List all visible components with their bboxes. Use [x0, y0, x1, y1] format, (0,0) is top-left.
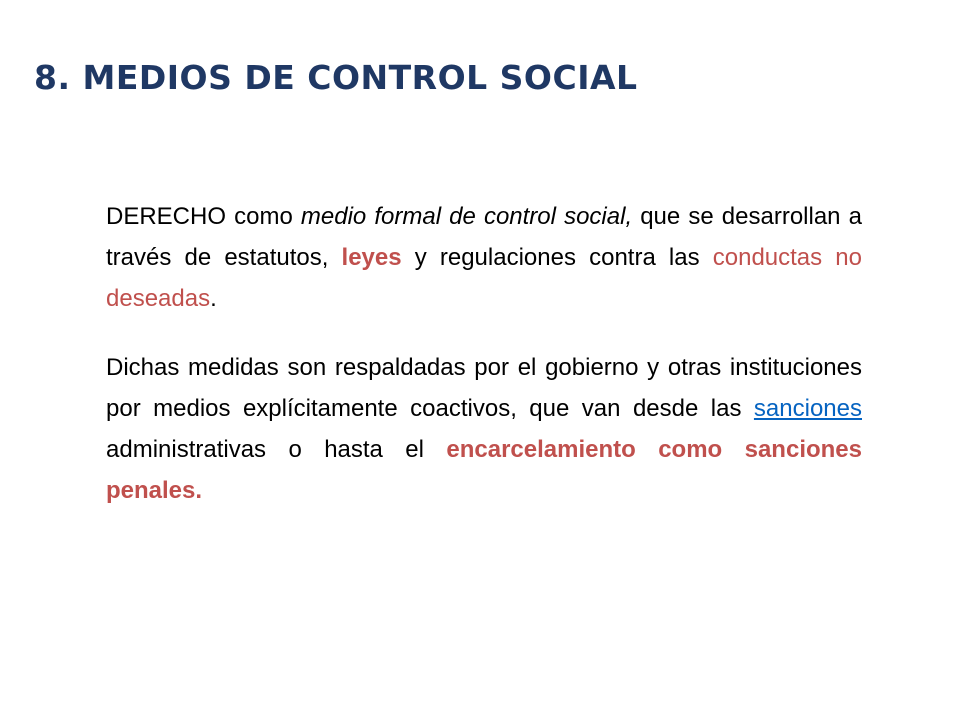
link-sanciones[interactable]: sanciones: [753, 395, 862, 422]
text-estatutos: que se desarrollan a través de estatutos,: [106, 203, 862, 271]
text-conductas-highlight: conductas no deseadas: [106, 244, 862, 312]
text-medio-formal: medio formal de control social,: [300, 203, 633, 230]
paragraph-derecho: [106, 196, 862, 319]
text-medidas-intro: Dichas medidas son respaldadas por el gobierno y otras instituciones por medios explícitamente coactivos, que van desde las: [106, 354, 862, 422]
text-regulaciones: y regulaciones contra las: [401, 244, 713, 271]
text-encarcelamiento-highlight: encarcelamiento como sanciones penales.: [106, 436, 863, 504]
text-administrativas: administrativas o hasta el: [106, 436, 447, 463]
text-derecho-intro: DERECHO como: [106, 203, 301, 230]
slide-title: 8. MEDIOS DE CONTROL SOCIAL: [34, 58, 638, 97]
paragraph-medidas: [106, 347, 862, 511]
text-period: .: [210, 285, 217, 312]
text-leyes-highlight: leyes: [341, 244, 402, 271]
slide-body: [106, 196, 862, 511]
